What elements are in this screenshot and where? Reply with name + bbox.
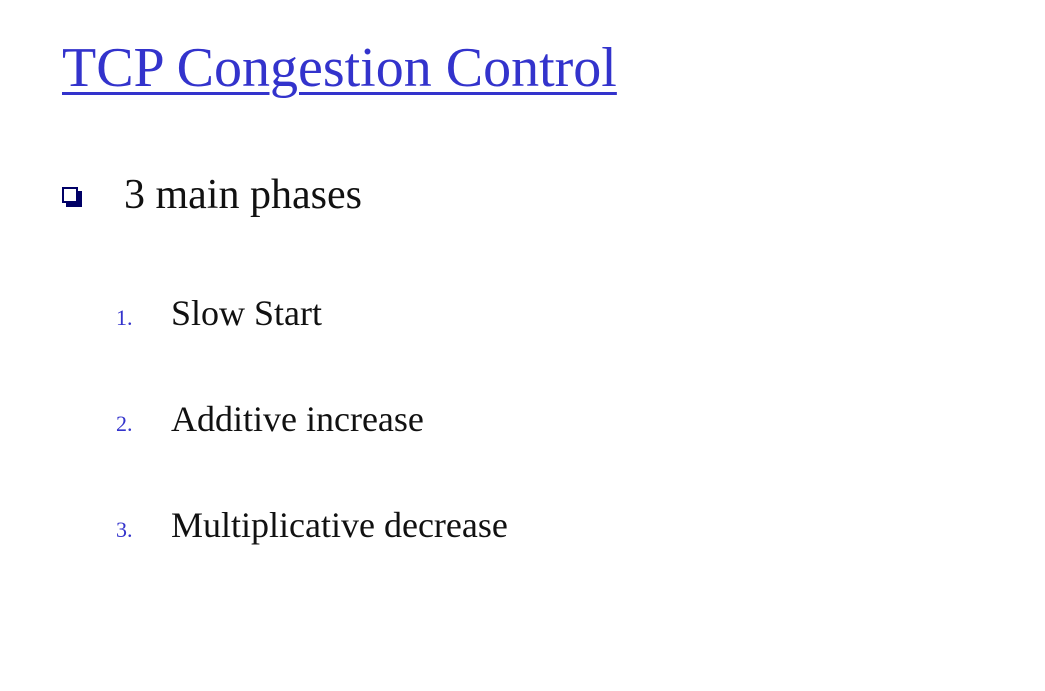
square-bullet-icon [62, 187, 82, 207]
phase-label: Slow Start [171, 293, 323, 333]
phase-label: Multiplicative decrease [171, 505, 508, 545]
phase-number: 3. [116, 517, 133, 542]
bullet-text: 3 main phases [124, 172, 362, 218]
phase-item [116, 398, 508, 504]
phase-item [116, 504, 508, 610]
bullet-item [62, 174, 362, 216]
phase-list [116, 292, 508, 610]
phase-number: 2. [116, 411, 133, 436]
slide-title: TCP Congestion Control [62, 37, 617, 99]
phase-label: Additive increase [171, 399, 424, 439]
phase-number: 1. [116, 305, 133, 330]
phase-item [116, 292, 508, 398]
